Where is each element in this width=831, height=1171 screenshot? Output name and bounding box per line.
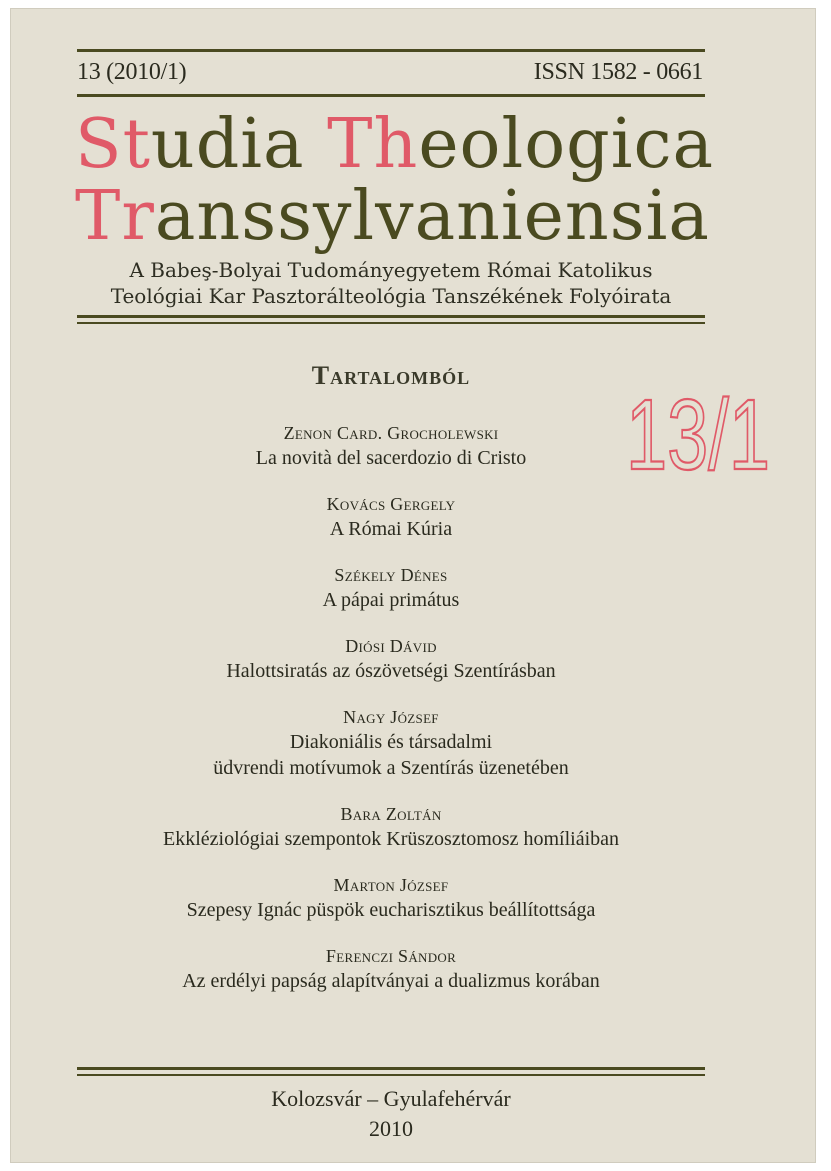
- article-entry: [77, 705, 705, 781]
- journal-subtitle-line-1: A Babeş-Bolyai Tudományegyetem Római Katolikus: [129, 258, 653, 282]
- top-rule: [77, 49, 705, 52]
- article-author: Nagy József: [343, 707, 439, 727]
- article-entry: [77, 873, 705, 923]
- article-title: A Római Kúria: [329, 518, 453, 540]
- article-author: Kovács Gergely: [326, 494, 456, 514]
- article-title: A pápai primátus: [322, 589, 460, 611]
- title-accent-th: Th: [327, 105, 419, 184]
- publication-year: 2010: [369, 1116, 413, 1141]
- contents-heading: [77, 361, 705, 391]
- title-accent-st: St: [75, 105, 151, 184]
- article-title: Az erdélyi papság alapítványai a dualizmus korában: [182, 970, 600, 992]
- article-author: Székely Dénes: [334, 565, 448, 585]
- article-title: Ekkléziológiai szempontok Krüszosztomosz homíliáiban: [162, 828, 619, 850]
- article-title: La novità del sacerdozio di Cristo: [255, 447, 527, 469]
- article-author: Ferenczi Sándor: [325, 946, 457, 966]
- publication-place: Kolozsvár – Gyulafehérvár: [271, 1086, 511, 1111]
- article-entry: [77, 634, 705, 684]
- header-rule: [77, 94, 705, 97]
- title-text-udia: udia: [150, 105, 328, 184]
- journal-title-line-1: [75, 105, 715, 184]
- issue-number: 13 (2010/1): [77, 59, 187, 85]
- article-entry: [77, 563, 705, 613]
- issn: ISSN 1582 - 0661: [533, 59, 703, 85]
- article-entry: [77, 944, 705, 994]
- contents-heading-text: Tartalomból: [311, 361, 471, 390]
- issue-badge-text: 13/1: [626, 379, 770, 491]
- title-accent-tr: Tr: [75, 177, 155, 256]
- journal-subtitle-line-2: Teológiai Kar Pasztorálteológia Tanszékének Folyóirata: [110, 284, 672, 308]
- article-author: Marton József: [333, 875, 449, 895]
- footer-rule-thick: [77, 1067, 705, 1070]
- subtitle-rule-thin: [77, 322, 705, 324]
- article-author: Zenon Card. Grocholewski: [283, 423, 499, 443]
- subtitle-rule-thick: [77, 315, 705, 318]
- title-text-anssylvaniensia: anssylvaniensia: [154, 177, 710, 256]
- footer-rule-thin: [77, 1074, 705, 1076]
- article-title: Szepesy Ignác püspök eucharisztikus beállítottsága: [186, 899, 596, 921]
- article-entry: [77, 492, 705, 542]
- article-entry: [77, 421, 705, 471]
- title-text-eologica: eologica: [418, 105, 715, 184]
- journal-title-line-2: [75, 177, 710, 256]
- article-title: Halottsiratás az ószövetségi Szentírásban: [226, 660, 556, 682]
- publication-footer: [77, 1084, 705, 1144]
- journal-cover: [10, 8, 816, 1163]
- contents-list: [77, 421, 705, 1015]
- article-title: Diakoniális és társadalmi üdvrendi motívumok a Szentírás üzenetében: [213, 731, 569, 779]
- article-author: Bara Zoltán: [340, 804, 442, 824]
- article-entry: [77, 802, 705, 852]
- article-author: Diósi Dávid: [345, 636, 437, 656]
